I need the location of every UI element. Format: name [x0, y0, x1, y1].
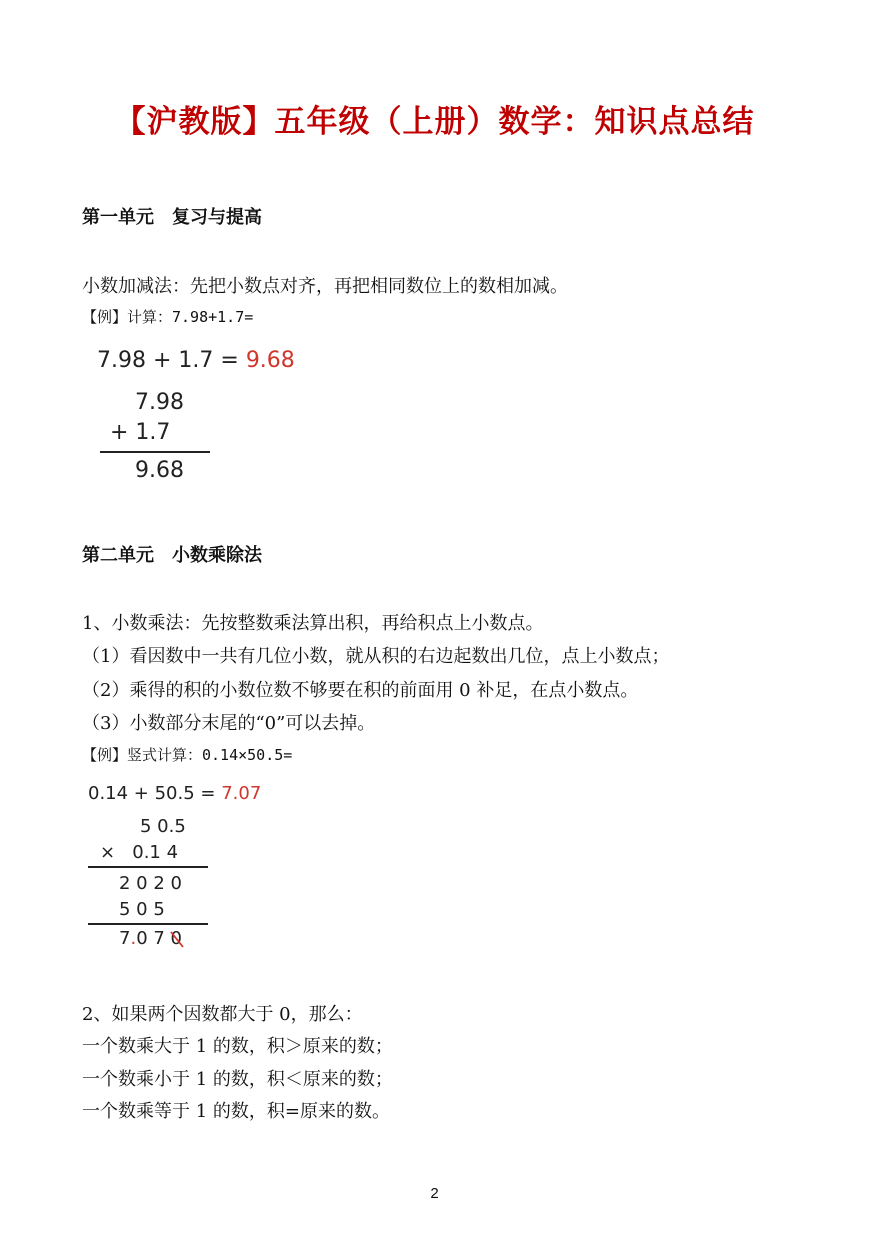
unit2-step1: （1）看因数中一共有几位小数，就从积的右边起数出几位，点上小数点； — [82, 646, 670, 667]
unit1-rule: 小数加减法：先把小数点对齐，再把相同数位上的数相加减。 — [82, 276, 568, 297]
unit2-vertical-rule-1 — [88, 866, 208, 868]
unit1-equation-left: 7.98 + 1.7 = — [97, 348, 246, 373]
unit2-equation-left: 0.14 + 50.5 = — [88, 783, 222, 804]
unit1-vertical-addend: + 1.7 — [110, 420, 171, 445]
unit1-vertical-rule — [100, 451, 210, 453]
unit2-case-2: 一个数乘小于 1 的数，积＜原来的数； — [82, 1069, 393, 1090]
unit2-vertical-top: 5 0.5 — [140, 816, 186, 837]
unit1-example-label: 【例】计算：7.98+1.7= — [82, 308, 254, 326]
unit2-vertical-multiplier: × 0.1 4 — [100, 842, 179, 863]
unit1-vertical-result: 9.68 — [135, 458, 184, 483]
strike-mark-icon — [169, 930, 187, 950]
unit1-equation — [97, 348, 295, 373]
unit2-result-a: 7 — [119, 928, 131, 949]
unit2-example-label: 【例】竖式计算：0.14×50.5= — [82, 746, 293, 764]
unit2-result-b: 0 7 — [136, 928, 171, 949]
unit2-equation — [88, 783, 261, 804]
unit2-heading: 第二单元 小数乘除法 — [82, 545, 262, 566]
unit2-vertical-result — [119, 928, 182, 949]
unit2-result-struck: 0 — [170, 928, 182, 949]
unit2-vertical-partial1: 2 0 2 0 — [119, 873, 182, 894]
unit2-vertical-rule-2 — [88, 923, 208, 925]
unit1-heading: 第一单元 复习与提高 — [82, 207, 262, 228]
page-title: 【沪教版】五年级（上册）数学：知识点总结 — [114, 104, 755, 140]
unit2-result-dot: . — [130, 928, 137, 949]
unit1-equation-answer: 9.68 — [245, 348, 295, 373]
unit2-rule2: 2、如果两个因数都大于 0，那么： — [82, 1004, 363, 1025]
unit2-step2: （2）乘得的积的小数位数不够要在积的前面用 0 补足，在点小数点。 — [82, 680, 639, 701]
unit2-equation-answer: 7.07 — [221, 783, 262, 804]
page-number: 2 — [430, 1185, 439, 1202]
unit2-result-struck-digit — [171, 928, 182, 949]
unit2-vertical-partial2: 5 0 5 — [119, 899, 165, 920]
unit2-step3: （3）小数部分末尾的“0”可以去掉。 — [82, 713, 376, 734]
unit2-case-3: 一个数乘等于 1 的数，积=原来的数。 — [82, 1101, 390, 1122]
unit1-vertical-top: 7.98 — [135, 390, 184, 415]
unit2-rule1: 1、小数乘法：先按整数乘法算出积，再给积点上小数点。 — [82, 613, 544, 634]
unit2-case-1: 一个数乘大于 1 的数，积＞原来的数； — [82, 1036, 393, 1057]
